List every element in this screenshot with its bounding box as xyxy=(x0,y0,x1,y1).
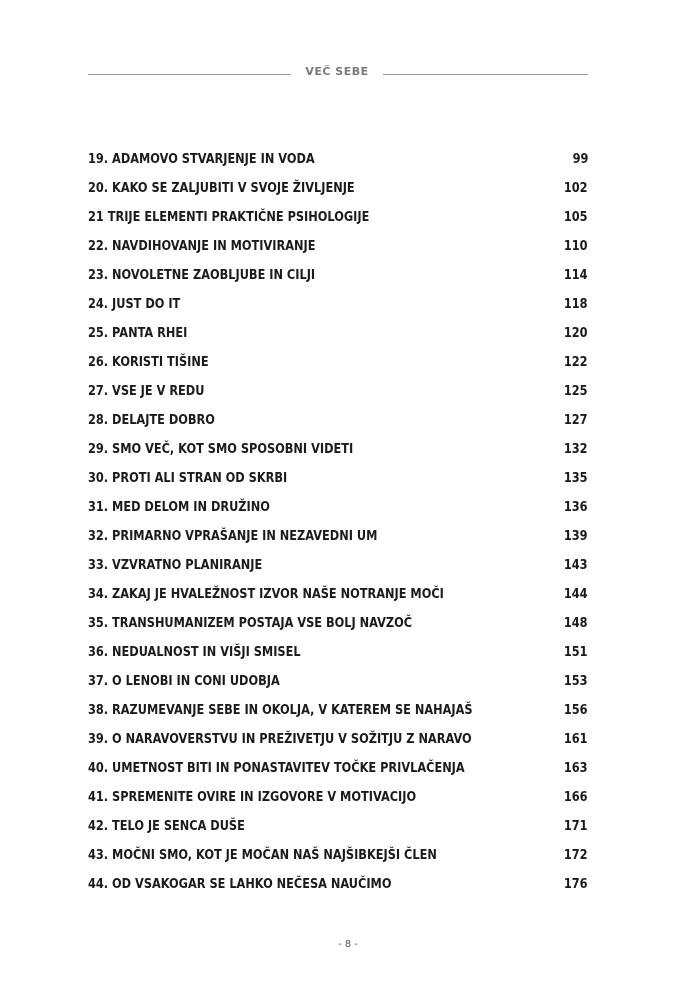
toc-entry-page: 143 xyxy=(564,558,588,573)
toc-entry-page: 120 xyxy=(564,326,588,341)
toc-entry-page: 166 xyxy=(564,790,588,805)
toc-entry-title: 20. KAKO SE ZALJUBITI V SVOJE ŽIVLJENJE xyxy=(88,181,355,196)
toc-entry-title: 34. ZAKAJ JE HVALEŽNOST IZVOR NAŠE NOTRANJE MOČI xyxy=(88,587,444,602)
toc-entry xyxy=(88,609,588,638)
toc-entry-page: 156 xyxy=(564,703,588,718)
toc-entry-title: 33. VZVRATNO PLANIRANJE xyxy=(88,558,263,573)
toc-entry-page: 122 xyxy=(564,355,588,370)
toc-entry-title: 25. PANTA RHEI xyxy=(88,326,188,341)
toc-entry xyxy=(88,319,588,348)
toc-entry xyxy=(88,232,588,261)
toc-entry-title: 26. KORISTI TIŠINE xyxy=(88,355,209,370)
toc-entry-page: 172 xyxy=(564,848,588,863)
toc-entry xyxy=(88,493,588,522)
toc-entry-title: 38. RAZUMEVANJE SEBE IN OKOLJA, V KATEREM SE NAHAJAŠ xyxy=(88,703,473,718)
running-header xyxy=(0,63,696,85)
toc-entry-page: 136 xyxy=(564,500,588,515)
header-rule-right xyxy=(383,74,588,75)
toc-entry-title: 44. OD VSAKOGAR SE LAHKO NEČESA NAUČIMO xyxy=(88,877,392,892)
toc-entry-title: 23. NOVOLETNE ZAOBLJUBE IN CILJI xyxy=(88,268,316,283)
toc-entry-title: 21 TRIJE ELEMENTI PRAKTIČNE PSIHOLOGIJE xyxy=(88,210,370,225)
toc-entry-title: 39. O NARAVOVERSTVU IN PREŽIVETJU V SOŽITJU Z NARAVO xyxy=(88,732,472,747)
toc-entry-page: 125 xyxy=(564,384,588,399)
toc-entry xyxy=(88,551,588,580)
toc-entry-title: 36. NEDUALNOST IN VIŠJI SMISEL xyxy=(88,645,301,660)
toc-entry xyxy=(88,754,588,783)
toc-entry xyxy=(88,464,588,493)
toc-entry xyxy=(88,435,588,464)
toc-entry-page: 153 xyxy=(564,674,588,689)
toc-entry-page: 135 xyxy=(564,471,588,486)
page-number: - 8 - xyxy=(338,939,358,950)
toc-entry-title: 19. ADAMOVO STVARJENJE IN VODA xyxy=(88,152,315,167)
toc-entry-page: 144 xyxy=(564,587,588,602)
toc-entry xyxy=(88,203,588,232)
toc-entry-page: 102 xyxy=(564,181,588,196)
toc-entry-title: 42. TELO JE SENCA DUŠE xyxy=(88,819,245,834)
toc-entry-title: 41. SPREMENITE OVIRE IN IZGOVORE V MOTIVACIJO xyxy=(88,790,417,805)
toc-entry xyxy=(88,174,588,203)
toc-entry xyxy=(88,145,588,174)
toc-entry-title: 40. UMETNOST BITI IN PONASTAVITEV TOČKE PRIVLAČENJA xyxy=(88,761,465,776)
toc-entry-page: 148 xyxy=(564,616,588,631)
toc-entry xyxy=(88,696,588,725)
toc-entry xyxy=(88,812,588,841)
toc-entry xyxy=(88,783,588,812)
toc-entry xyxy=(88,522,588,551)
toc-entry xyxy=(88,638,588,667)
toc-entry-title: 43. MOČNI SMO, KOT JE MOČAN NAŠ NAJŠIBKEJŠI ČLEN xyxy=(88,848,437,863)
toc-entry-page: 151 xyxy=(564,645,588,660)
toc-entry-title: 31. MED DELOM IN DRUŽINO xyxy=(88,500,270,515)
toc-entry-page: 176 xyxy=(564,877,588,892)
toc-entry-title: 35. TRANSHUMANIZEM POSTAJA VSE BOLJ NAVZOČ xyxy=(88,616,413,631)
toc-entry-page: 127 xyxy=(564,413,588,428)
toc-entry-page: 163 xyxy=(564,761,588,776)
book-title: VEČ SEBE xyxy=(305,65,369,78)
toc-entry xyxy=(88,377,588,406)
header-rule-left xyxy=(88,74,291,75)
toc-entry-title: 27. VSE JE V REDU xyxy=(88,384,205,399)
toc-entry-title: 28. DELAJTE DOBRO xyxy=(88,413,215,428)
toc-entry-page: 139 xyxy=(564,529,588,544)
toc-entry-title: 37. O LENOBI IN CONI UDOBJA xyxy=(88,674,280,689)
toc-entry xyxy=(88,290,588,319)
toc-entry xyxy=(88,261,588,290)
toc-entry-page: 161 xyxy=(564,732,588,747)
toc-entry-page: 114 xyxy=(564,268,588,283)
toc-entry xyxy=(88,406,588,435)
toc-entry xyxy=(88,667,588,696)
toc-entry-page: 118 xyxy=(564,297,588,312)
toc-entry xyxy=(88,348,588,377)
toc-entry-title: 24. JUST DO IT xyxy=(88,297,181,312)
toc-entry-title: 32. PRIMARNO VPRAŠANJE IN NEZAVEDNI UM xyxy=(88,529,378,544)
toc-entry-page: 171 xyxy=(564,819,588,834)
toc-entry xyxy=(88,580,588,609)
toc-entry xyxy=(88,870,588,899)
toc-entry-title: 29. SMO VEČ, KOT SMO SPOSOBNI VIDETI xyxy=(88,442,354,457)
toc-entry xyxy=(88,841,588,870)
toc-entry-page: 110 xyxy=(564,239,588,254)
toc-entry-page: 132 xyxy=(564,442,588,457)
toc-entry-title: 30. PROTI ALI STRAN OD SKRBI xyxy=(88,471,288,486)
toc-entry xyxy=(88,725,588,754)
table-of-contents xyxy=(88,145,588,899)
toc-entry-title: 22. NAVDIHOVANJE IN MOTIVIRANJE xyxy=(88,239,316,254)
toc-entry-page: 105 xyxy=(564,210,588,225)
toc-entry-page: 99 xyxy=(572,152,588,167)
